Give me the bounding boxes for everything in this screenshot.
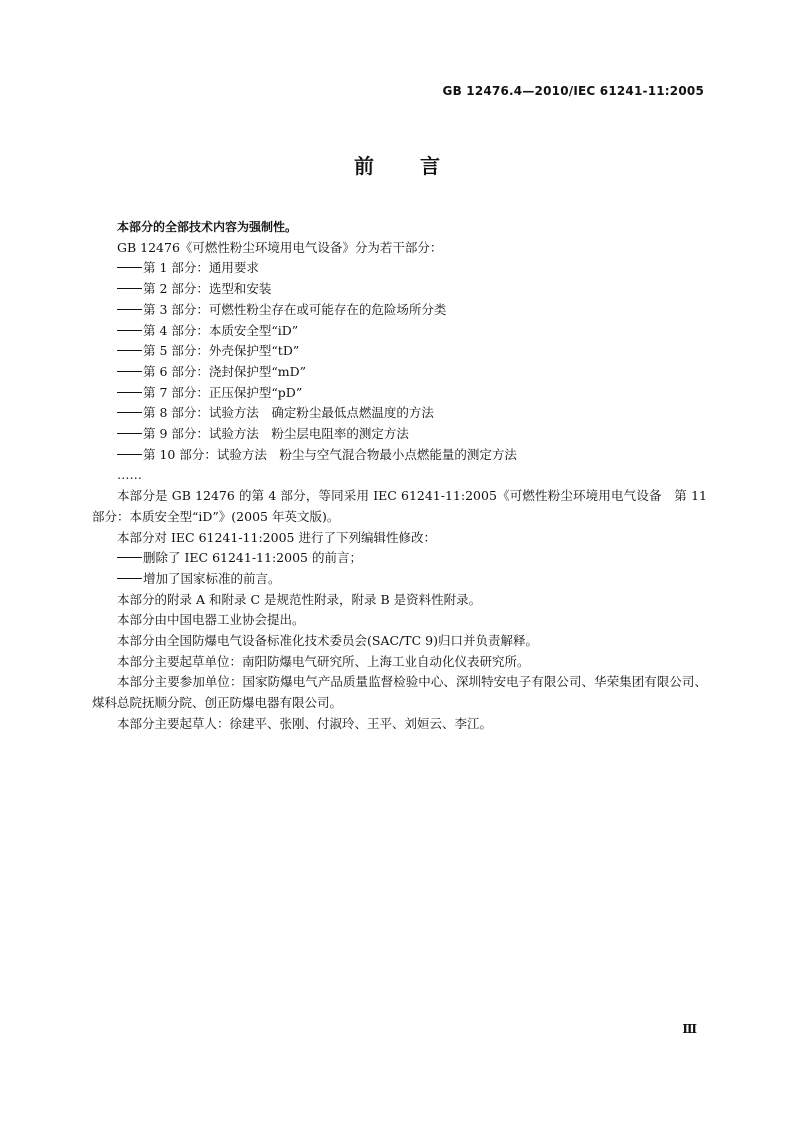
dash-mark <box>117 433 142 434</box>
dash-mark <box>117 412 142 413</box>
drafting-organizations: 本部分主要起草单位：南阳防爆电气研究所、上海工业自动化仪表研究所。 <box>117 653 530 669</box>
annex-statement: 本部分的附录 A 和附录 C 是规范性附录，附录 B 是资料性附录。 <box>117 591 482 607</box>
dash-mark <box>117 578 142 579</box>
list-item-part-2: 第 2 部分：选型和安装 <box>92 279 707 300</box>
list-item-part-5: 第 5 部分：外壳保护型“tD” <box>92 341 707 362</box>
page-number: Ⅲ <box>682 1022 697 1036</box>
participating-organizations: 本部分主要参加单位：国家防爆电气产品质量监督检验中心、深圳特安电子有限公司、华荣集团有限公司、煤科总院抚顺分院、创正防爆电器有限公司。 <box>92 674 707 711</box>
dash-mark <box>117 557 142 558</box>
foreword-body <box>92 217 707 735</box>
dash-mark <box>117 330 142 331</box>
committee-statement: 本部分由全国防爆电气设备标准化技术委员会(SAC/TC 9)归口并负责解释。 <box>117 633 538 649</box>
dash-mark <box>117 350 142 351</box>
dash-mark <box>117 392 142 393</box>
list-item-part-9: 第 9 部分：试验方法 粉尘层电阻率的测定方法 <box>92 424 707 445</box>
editorial-changes-intro: 本部分对 IEC 61241-11:2005 进行了下列编辑性修改： <box>117 529 436 545</box>
list-item-change-2: 增加了国家标准的前言。 <box>92 569 707 590</box>
standard-number-header: GB 12476.4—2010/IEC 61241-11:2005 <box>442 84 704 98</box>
list-ellipsis: …… <box>117 467 142 483</box>
proposer-statement: 本部分由中国电器工业协会提出。 <box>117 612 305 628</box>
list-item-part-6: 第 6 部分：浇封保护型“mD” <box>92 362 707 383</box>
dash-mark <box>117 454 142 455</box>
list-item-part-3: 第 3 部分：可燃性粉尘存在或可能存在的危险场所分类 <box>92 300 707 321</box>
list-item-part-1: 第 1 部分：通用要求 <box>92 258 707 279</box>
list-item-part-7: 第 7 部分：正压保护型“pD” <box>92 383 707 404</box>
page-title: 前言 <box>354 154 486 178</box>
dash-mark <box>117 309 142 310</box>
mandatory-statement: 本部分的全部技术内容为强制性。 <box>117 220 298 234</box>
list-item-part-10: 第 10 部分：试验方法 粉尘与空气混合物最小点燃能量的测定方法 <box>92 445 707 466</box>
drafters: 本部分主要起草人：徐建平、张刚、付淑玲、王平、刘姮云、李江。 <box>117 715 493 731</box>
dash-mark <box>117 371 142 372</box>
list-item-change-1: 删除了 IEC 61241-11:2005 的前言； <box>92 548 707 569</box>
list-item-part-8: 第 8 部分：试验方法 确定粉尘最低点燃温度的方法 <box>92 403 707 424</box>
dash-mark <box>117 267 142 268</box>
series-intro: GB 12476《可燃性粉尘环境用电气设备》分为若干部分： <box>117 239 443 255</box>
dash-mark <box>117 288 142 289</box>
adoption-statement: 本部分是 GB 12476 的第 4 部分，等同采用 IEC 61241-11:2005《可燃性粉尘环境用电气设备 第 11 部分：本质安全型“iD”》(2005 年英文版)。 <box>92 488 707 524</box>
list-item-part-4: 第 4 部分：本质安全型“iD” <box>92 321 707 342</box>
